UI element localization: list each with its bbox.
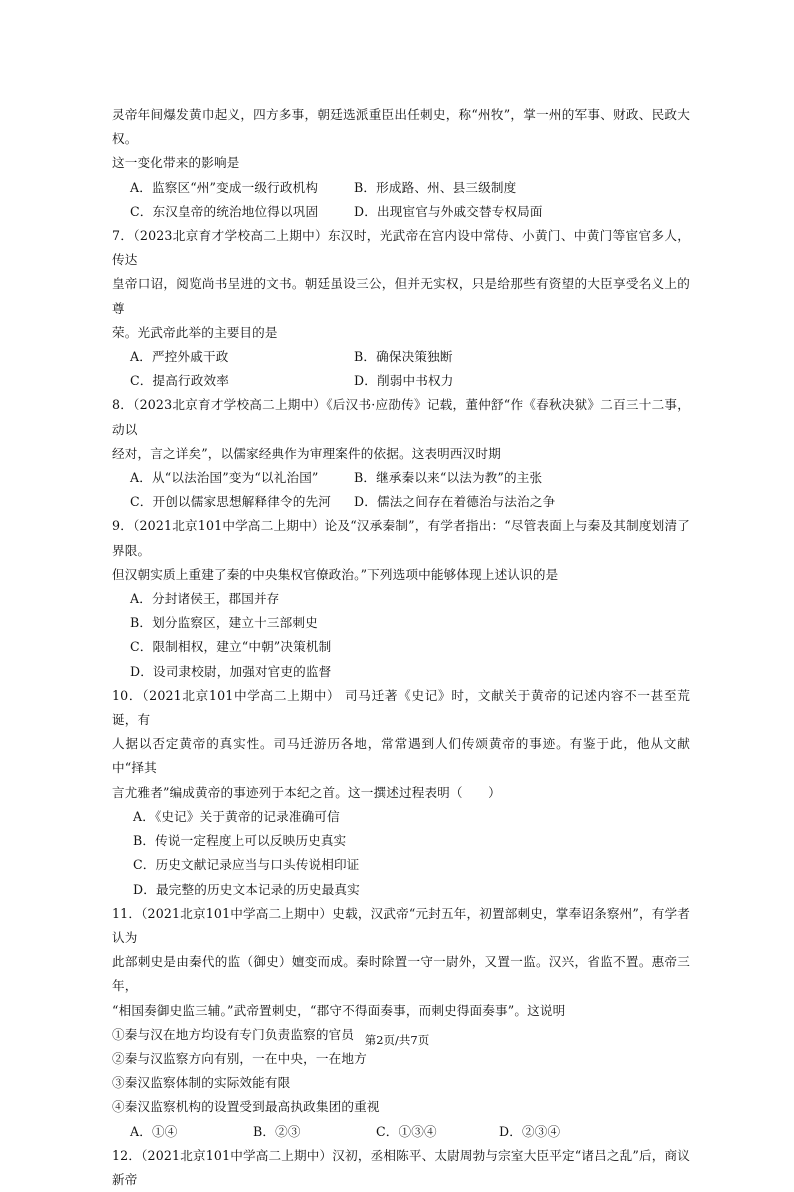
- question-11-stem-line: 11．（2021北京101中学高二上期中）史载，汉武帝“元封五年，初置部刺史，掌奉诏条察州”，有学者认为: [112, 905, 690, 945]
- option-a: A．从“以法治国”变为“以礼治国”: [130, 470, 319, 486]
- question-10-stem-line: 10．（2021北京101中学高二上期中） 司马迁著《史记》时，文献关于黄帝的记述内容不一甚至荒诞，有: [112, 687, 690, 728]
- option-d: D．最完整的历史文本记录的历史最真实: [133, 881, 360, 897]
- option-d: D．设司隶校尉，加强对官吏的监督: [130, 663, 332, 679]
- option-a: A．《史记》关于黄帝的记录准确可信: [133, 808, 340, 824]
- option-c: C．①③④: [376, 1123, 437, 1139]
- question-11-statement: ④秦汉监察机构的设置受到最高执政集团的重视: [112, 1099, 380, 1115]
- option-c: C．历史文献记录应当与口头传说相印证: [133, 857, 360, 873]
- question-8-options-row: [112, 466, 690, 490]
- question-7-stem-line: 7．（2023北京育才学校高二上期中）东汉时，光武帝在宫内设中常侍、小黄门、中黄门等宦官多人，传达: [112, 228, 690, 268]
- question-9-stem-line: 9．（2021北京101中学高二上期中）论及“汉承秦制”，有学者指出：“尽管表面上与秦及其制度划清了界限。: [112, 518, 690, 558]
- question-7-stem-line: 荣。光武帝此举的主要目的是: [112, 324, 278, 340]
- question-10-stem-line: 言尤雅者”编成黄帝的事迹列于本纪之首。这一撰述过程表明（ ）: [112, 784, 501, 800]
- question-11-statement: ②秦与汉监察方向有别，一在中央，一在地方: [112, 1050, 367, 1066]
- option-a: A．监察区“州”变成一级行政机构: [130, 179, 319, 195]
- option-b: B．确保决策独断: [354, 349, 453, 365]
- page-content: [112, 103, 690, 1192]
- option-d: D．②③④: [499, 1123, 561, 1139]
- option-b: B．传说一定程度上可以反映历史真实: [133, 833, 347, 849]
- question-6-stem-line: 灵帝年间爆发黄巾起义，四方多事，朝廷选派重臣出任刺史，称“州牧”，掌一州的军事、财政、民政大权。: [112, 107, 690, 147]
- option-a: A．①④: [130, 1123, 178, 1139]
- option-b: B．继承秦以来“以法为教”的主张: [354, 470, 543, 486]
- question-11-statement: ①秦与汉在地方均设有专门负责监察的官员: [112, 1026, 355, 1042]
- option-b: B．形成路、州、县三级制度: [354, 179, 517, 195]
- option-d: D．儒法之间存在着德治与法治之争: [354, 494, 556, 510]
- option-d: D．削弱中书权力: [354, 373, 454, 389]
- question-6-options-row: [112, 176, 690, 200]
- question-7-options-row: [112, 345, 690, 369]
- question-9-stem-line: 但汉朝实质上重建了秦的中央集权官僚政治。”下列选项中能够体现上述认识的是: [112, 566, 559, 582]
- question-6-options-row: [112, 200, 690, 224]
- question-8-stem-line: 8．（2023北京育才学校高二上期中）《后汉书·应劭传》记载，董仲舒“作《春秋决狱》二百三十二事，动以: [112, 397, 690, 437]
- option-d: D．出现宦官与外戚交替专权局面: [354, 203, 543, 219]
- question-8-stem-line: 经对，言之详矣”，以儒家经典作为审理案件的依据。这表明西汉时期: [112, 445, 501, 461]
- question-11-stem-line: “相国奏御史监三辅。”武帝置刺史，“郡守不得面奏事，而刺史得面奏事”。这说明: [112, 1002, 566, 1018]
- question-11-stem-line: 此部刺史是由秦代的监（御史）嬗变而成。秦时除置一守一尉外，又置一监。汉兴，省监不置。惠帝三年，: [112, 954, 690, 994]
- question-12-stem-line: 12．（2021北京101中学高二上期中）汉初，丞相陈平、太尉周勃与宗室大臣平定“诸吕之乱”后，商议新帝: [112, 1147, 690, 1187]
- option-a: A．分封诸侯王，郡国并存: [130, 591, 280, 607]
- option-c: C．开创以儒家思想解释律令的先河: [130, 494, 331, 510]
- option-c: C．限制相权，建立“中朝”决策机制: [130, 639, 332, 655]
- question-6-stem-line: 这一变化带来的影响是: [112, 155, 240, 171]
- option-c: C．东汉皇帝的统治地位得以巩固: [130, 203, 319, 219]
- option-b: B．划分监察区，建立十三部刺史: [130, 615, 318, 631]
- question-7-options-row: [112, 369, 690, 393]
- option-c: C．提高行政效率: [130, 373, 229, 389]
- question-8-options-row: [112, 490, 690, 514]
- question-11-statement: ③秦汉监察体制的实际效能有限: [112, 1075, 291, 1091]
- question-10-stem-line: 人据以否定黄帝的真实性。司马迁游历各地，常常遇到人们传颂黄帝的事迹。有鉴于此，他从文献中“择其: [112, 736, 690, 776]
- question-7-stem-line: 皇帝口诏，阅览尚书呈进的文书。朝廷虽设三公，但并无实权，只是给那些有资望的大臣享受名义上的尊: [112, 276, 690, 316]
- option-a: A．严控外戚干政: [130, 349, 229, 365]
- question-11-options-row: [112, 1120, 690, 1144]
- page-number-footer: 第2页/共7页: [364, 1033, 430, 1047]
- option-b: B．②③: [253, 1123, 301, 1139]
